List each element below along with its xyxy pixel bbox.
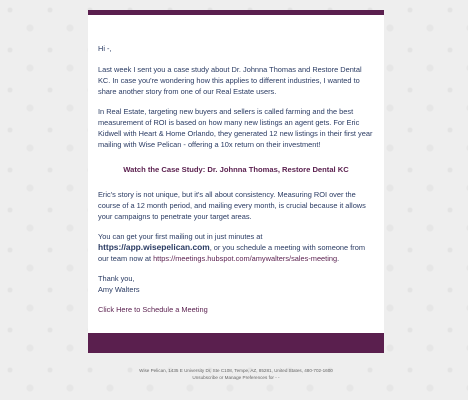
footer-address: Wise Pelican, 1435 E University Dr, Ste C108, Tempe, AZ, 85281, United States, 480-702-1600 — [139, 368, 333, 373]
email-body — [88, 15, 384, 323]
paragraph-real-estate: In Real Estate, targeting new buyers and sellers is called farming and the best measurement of ROI is based on how many new listings an agent gets. For Eric Kidwell with Heart & Home Orlando, they generated 12 new listings in their first year mailing with Wise Pelican - offering a 10x return on their investment! — [98, 107, 373, 149]
signoff-block — [98, 273, 374, 295]
footer-for-text: for — [268, 375, 274, 380]
paragraph-consistency: Eric's story is not unique, but it's all about consistency. Measuring ROI over the course of a 12 month period, and mailing every month, is crucial because it allows your campaigns to penetrate your target areas. — [98, 190, 366, 221]
footer-email-text: - - — [275, 375, 280, 380]
signoff: Thank you, — [98, 274, 135, 283]
get-started-end-text: . — [337, 254, 340, 263]
greeting: Hi -, — [98, 44, 112, 53]
meeting-url-link[interactable]: https://meetings.hubspot.com/amywalters/sales-meeting — [153, 254, 338, 263]
schedule-meeting-link[interactable]: Click Here to Schedule a Meeting — [98, 305, 208, 314]
manage-preferences-link[interactable]: Manage Preferences — [224, 375, 268, 380]
case-study-link[interactable]: Watch the Case Study: Dr. Johnna Thomas, Restore Dental KC — [123, 165, 349, 174]
app-url-link[interactable]: https://app.wisepelican.com — [98, 242, 210, 252]
get-started-text: You can get your first mailing out in just minutes at — [98, 232, 263, 241]
bottom-accent-bar — [88, 333, 384, 353]
get-started-mid-text: , or you schedule a meeting with someone from our team now at — [98, 243, 365, 263]
paragraph-get-started — [98, 231, 374, 264]
footer-links — [88, 374, 384, 381]
unsubscribe-link[interactable]: Unsubscribe — [192, 375, 218, 380]
footer-or-text: or — [219, 375, 224, 380]
paragraph-intro: Last week I sent you a case study about Dr. Johnna Thomas and Restore Dental KC. In case you're wondering how this applies to different industries, I wanted to share another story from one of our Real Estate users. — [98, 65, 362, 96]
signature: Amy Walters — [98, 285, 140, 294]
email-card — [88, 10, 384, 353]
email-footer — [88, 367, 384, 381]
